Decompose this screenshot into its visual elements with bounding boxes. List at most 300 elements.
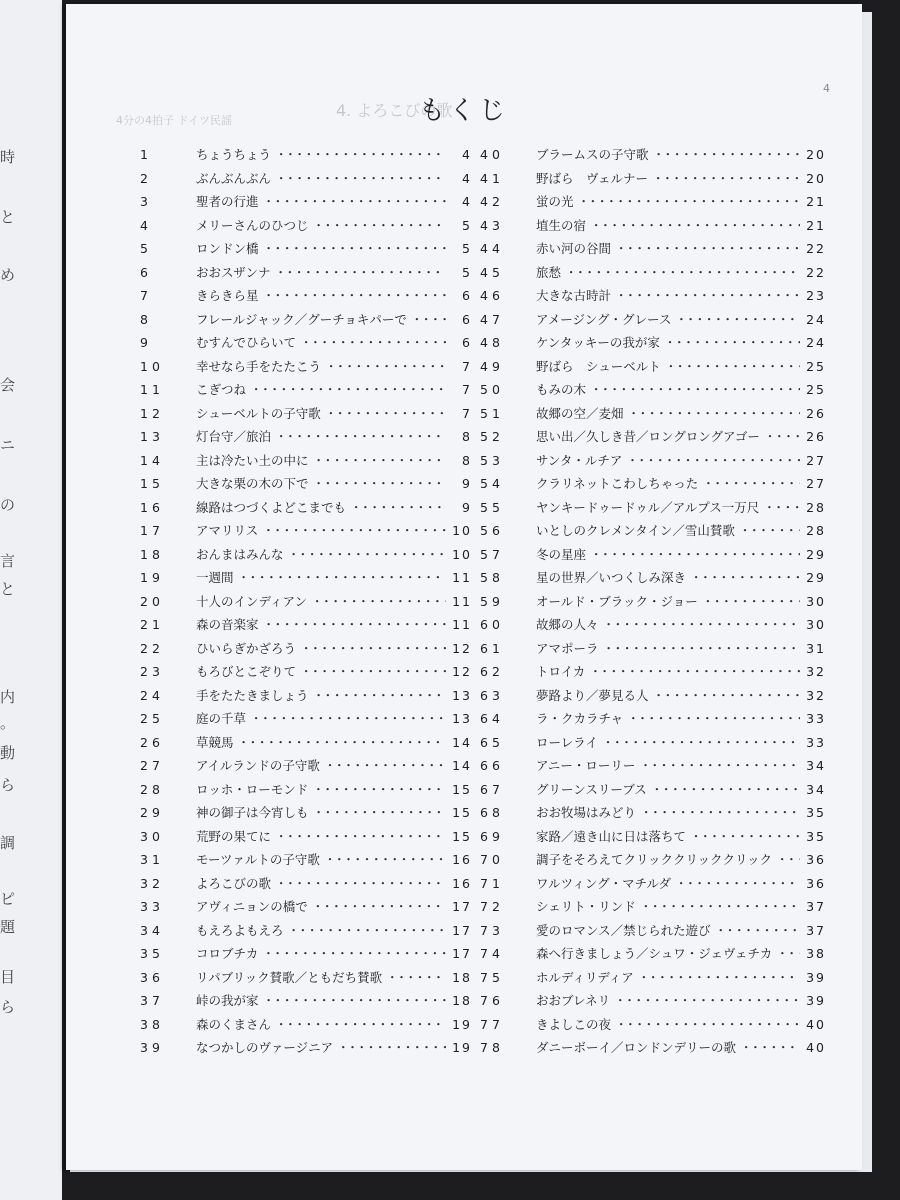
toc-entry (140, 613, 472, 637)
toc-entry-page: 6 (446, 331, 472, 355)
toc-entry-number: 57 (480, 546, 504, 562)
toc-entry (140, 425, 472, 449)
toc-entry-title: アメージング・グレース ･･････････････････････････････････････････････････････････････････ (536, 308, 800, 332)
toc-entry (140, 143, 472, 167)
toc-entry-title: ロッホ・ローモンド ･･････････････････････････････････････････････････････････････････ (196, 778, 446, 802)
toc-entry-page: 35 (800, 801, 826, 825)
toc-entry-number: 26 (140, 734, 164, 750)
toc-entry-page: 29 (800, 566, 826, 590)
toc-column-left (140, 143, 472, 1060)
toc-entry-page: 16 (446, 848, 472, 872)
toc-page (66, 4, 862, 1170)
toc-column-right (480, 143, 826, 1060)
toc-entry (480, 895, 826, 919)
left-page-char: 目 (0, 968, 16, 986)
toc-entry-title: 旅愁 ･･････････････････････････････････････････････････････････････････ (536, 261, 800, 285)
toc-entry (140, 778, 472, 802)
toc-entry-number: 20 (140, 593, 164, 609)
toc-entry (140, 848, 472, 872)
toc-entry-number: 73 (480, 922, 504, 938)
toc-entry-title: 冬の星座 ･･････････････････････････････････････････････････････････････････ (536, 543, 800, 567)
toc-entry-number: 59 (480, 593, 504, 609)
toc-entry-number: 29 (140, 805, 164, 820)
toc-entry-number: 55 (480, 499, 504, 515)
toc-entry-page: 4 (446, 190, 472, 214)
left-page-char: と (0, 208, 16, 226)
toc-entry-page: 10 (446, 519, 472, 543)
toc-entry (140, 378, 472, 402)
toc-entry-number: 37 (140, 993, 164, 1008)
left-page-char: ら (0, 998, 16, 1016)
toc-entry (140, 966, 472, 990)
toc-entry (140, 543, 472, 567)
toc-entry-title: ぶんぶんぶん ･･････････････････････････････････････････････････････････････････ (196, 167, 446, 191)
toc-entry-page: 8 (446, 449, 472, 473)
toc-entry-number: 33 (140, 899, 164, 914)
toc-entry-title: ブラームスの子守歌 ･･････････････････････････････････････････････････････････････････ (536, 143, 800, 167)
toc-entry (480, 801, 826, 825)
toc-entry-title: 調子をそろえてクリッククリッククリック ･･････････････････････････････････････････････････････････････････ (536, 848, 800, 872)
toc-entry-title: こぎつね ･･････････････････････････････････････････････････････････････････ (196, 378, 446, 402)
toc-entry-number: 77 (480, 1016, 504, 1032)
toc-entry-number: 62 (480, 664, 504, 679)
toc-entry-number: 17 (140, 523, 164, 538)
toc-entry-page: 22 (800, 237, 826, 261)
toc-entry (140, 801, 472, 825)
toc-entry-number: 72 (480, 899, 504, 914)
toc-entry-title: ひいらぎかざろう ･･････････････････････････････････････････････････････････････････ (196, 637, 446, 661)
toc-entry-title: ロンドン橋 ･･････････････････････････････････････････････････････････････････ (196, 237, 446, 261)
toc-entry-number: 8 (140, 311, 152, 327)
toc-entry-number: 45 (480, 264, 504, 280)
toc-entry-number: 32 (140, 875, 164, 891)
toc-entry (140, 1013, 472, 1037)
toc-entry (480, 707, 826, 731)
toc-entry-page: 34 (800, 778, 826, 802)
toc-entry (480, 778, 826, 802)
toc-entry-page: 20 (800, 143, 826, 167)
toc-entry-title: 星の世界／いつくしみ深き ･･････････････････････････････････････････････････････････････････ (536, 566, 800, 590)
toc-entry-page: 18 (446, 966, 472, 990)
toc-entry-title: 峠の我が家 ･･････････････････････････････････････････････････････････････････ (196, 989, 446, 1013)
toc-entry-page: 7 (446, 355, 472, 379)
toc-entry-page: 33 (800, 731, 826, 755)
toc-entry-page: 13 (446, 684, 472, 708)
toc-entry (480, 872, 826, 896)
toc-entry (140, 449, 472, 473)
toc-entry-title: 手をたたきましょう ･･････････････････････････････････････････････････････････････････ (196, 684, 446, 708)
corner-page-mark: 4 (823, 82, 830, 95)
toc-entry-number: 13 (140, 429, 164, 444)
toc-entry-page: 27 (800, 449, 826, 473)
toc-entry-page: 4 (446, 167, 472, 191)
toc-entry (140, 731, 472, 755)
toc-entry-page: 36 (800, 848, 826, 872)
toc-entry-page: 9 (446, 496, 472, 520)
toc-entry-number: 2 (140, 170, 152, 186)
toc-entry-number: 23 (140, 664, 164, 679)
toc-entry-number: 76 (480, 993, 504, 1008)
toc-entry-page: 18 (446, 989, 472, 1013)
toc-entry-title: むすんでひらいて ･･････････････････････････････････････････････････････････････････ (196, 331, 446, 355)
toc-entry-title: 幸せなら手をたたこう ･･････････････････････････････････････････････････････････････････ (196, 355, 446, 379)
left-page-char: 。 (0, 714, 16, 732)
toc-entry (480, 566, 826, 590)
toc-entry-title: 家路／遠き山に日は落ちて ･･････････････････････････････････････････････････････････････････ (536, 825, 800, 849)
toc-entry-number: 25 (140, 711, 164, 726)
toc-entry (140, 989, 472, 1013)
toc-entry-title: おおスザンナ ･･････････････････････････････････････････････････････････････････ (196, 261, 446, 285)
toc-entry-page: 12 (446, 637, 472, 661)
toc-entry-number: 22 (140, 640, 164, 656)
toc-entry-title: シェリト・リンド ･･････････････････････････････････････････････････････････････････ (536, 895, 800, 919)
toc-entry-number: 9 (140, 335, 152, 350)
toc-entry (480, 214, 826, 238)
toc-entry (140, 1036, 472, 1060)
toc-entry-page: 30 (800, 613, 826, 637)
toc-entry-title: 野ばら シューベルト ･･････････････････････････････････････････････････････････････････ (536, 355, 800, 379)
toc-entry-title: 線路はつづくよどこまでも ･･････････････････････････････････････････････････････････････････ (196, 496, 446, 520)
toc-entry (140, 637, 472, 661)
toc-entry-number: 10 (140, 358, 164, 374)
toc-entry (480, 472, 826, 496)
left-page-char: め (0, 266, 16, 284)
toc-entry (480, 942, 826, 966)
toc-entry-page: 11 (446, 613, 472, 637)
toc-entry-page: 11 (446, 566, 472, 590)
toc-entry-number: 51 (480, 405, 504, 421)
toc-entry-number: 54 (480, 476, 504, 491)
toc-entry-page: 28 (800, 519, 826, 543)
left-page-char: の (0, 496, 16, 514)
toc-entry-title: おおブレネリ ･･････････････････････････････････････････････････････････････････ (536, 989, 800, 1013)
toc-entry-title: 十人のインディアン ･･････････････････････････････････････････････････････････････････ (196, 590, 446, 614)
toc-entry (140, 167, 472, 191)
toc-entry-number: 34 (140, 922, 164, 938)
toc-entry (480, 284, 826, 308)
toc-entry-page: 22 (800, 261, 826, 285)
toc-entry-number: 74 (480, 946, 504, 961)
toc-entry (480, 613, 826, 637)
toc-entry-page: 4 (446, 143, 472, 167)
toc-entry-number: 14 (140, 452, 164, 468)
toc-entry-title: おんまはみんな ･･････････････････････････････････････････････････････････････････ (196, 543, 446, 567)
toc-entry-page: 37 (800, 895, 826, 919)
toc-entry-page: 31 (800, 637, 826, 661)
bleed-through-heading: 4. よろこびの歌 (336, 101, 453, 120)
toc-entry-page: 32 (800, 660, 826, 684)
left-page-char: と (0, 580, 16, 598)
toc-entry-number: 78 (480, 1040, 504, 1055)
toc-entry (480, 378, 826, 402)
toc-entry-title: 庭の千草 ･･････････････････････････････････････････････････････････････････ (196, 707, 446, 731)
toc-entry-number: 49 (480, 358, 504, 374)
toc-entry-number: 56 (480, 523, 504, 538)
toc-entry-title: 野ばら ヴェルナー ･･････････････････････････････････････････････････････････････････ (536, 167, 800, 191)
toc-entry-number: 52 (480, 429, 504, 444)
toc-entry-page: 24 (800, 308, 826, 332)
toc-entry (140, 472, 472, 496)
toc-entry-number: 48 (480, 335, 504, 350)
toc-entry (140, 590, 472, 614)
toc-entry (480, 355, 826, 379)
toc-entry-title: シューベルトの子守歌 ･･････････････････････････････････････････････････････････････････ (196, 402, 446, 426)
toc-entry-number: 24 (140, 687, 164, 703)
toc-entry (480, 1036, 826, 1060)
toc-entry-title: 故郷の人々 ･･････････････････････････････････････････････････････････････････ (536, 613, 800, 637)
toc-entry-title: 森の音楽家 ･･････････････････････････････････････････････････････････････････ (196, 613, 446, 637)
toc-entry (480, 331, 826, 355)
left-page-char: 会 (0, 376, 16, 394)
toc-entry-title: きよしこの夜 ･･････････････････････････････････････････････････････････････････ (536, 1013, 800, 1037)
toc-entry-number: 35 (140, 946, 164, 961)
toc-entry (480, 496, 826, 520)
toc-entry-page: 23 (800, 284, 826, 308)
toc-entry (480, 989, 826, 1013)
left-page-char: ら (0, 776, 16, 794)
toc-entry-title: ケンタッキーの我が家 ･･････････････････････････････････････････････････････････････････ (536, 331, 800, 355)
left-page-char: 内 (0, 688, 16, 706)
toc-entry-page: 25 (800, 378, 826, 402)
toc-entry-title: トロイカ ･･････････････････････････････････････････････････････････････････ (536, 660, 800, 684)
toc-entry (480, 402, 826, 426)
toc-entry (140, 237, 472, 261)
toc-entry-number: 30 (140, 828, 164, 844)
toc-entry (140, 331, 472, 355)
toc-entry-title: ダニーボーイ／ロンドンデリーの歌 ･･････････････････････････････････････････････････････････････････ (536, 1036, 800, 1060)
toc-entry-page: 7 (446, 402, 472, 426)
toc-entry-page: 35 (800, 825, 826, 849)
toc-entry-title: ラ・クカラチャ ･･････････････････････････････････････････････････････････････････ (536, 707, 800, 731)
toc-entry (480, 966, 826, 990)
toc-entry (140, 519, 472, 543)
toc-entry (140, 754, 472, 778)
toc-entry-page: 8 (446, 425, 472, 449)
toc-entry-page: 40 (800, 1013, 826, 1037)
toc-entry (480, 590, 826, 614)
toc-entry-title: 森へ行きましょう／シュワ・ジェヴェチカ ･･････････････････････････････････････････････････････････････････ (536, 942, 800, 966)
toc-entry (140, 261, 472, 285)
toc-entry-title: 森のくまさん ･･････････････････････････････････････････････････････････････････ (196, 1013, 446, 1037)
toc-entry-title: アイルランドの子守歌 ･･････････････････････････････････････････････････････････････････ (196, 754, 446, 778)
toc-entry-page: 21 (800, 214, 826, 238)
toc-entry-title: きらきら星 ･･････････････････････････････････････････････････････････････････ (196, 284, 446, 308)
toc-entry-page: 39 (800, 989, 826, 1013)
toc-entry-number: 7 (140, 288, 152, 303)
toc-entry-number: 65 (480, 734, 504, 750)
toc-entry (140, 684, 472, 708)
toc-entry-number: 42 (480, 194, 504, 209)
toc-entry-number: 66 (480, 758, 504, 773)
toc-entry-number: 19 (140, 570, 164, 585)
toc-entry-page: 5 (446, 214, 472, 238)
toc-entry (480, 449, 826, 473)
toc-entry-page: 24 (800, 331, 826, 355)
toc-entry-page: 9 (446, 472, 472, 496)
toc-entry-number: 6 (140, 264, 152, 280)
toc-entry-page: 37 (800, 919, 826, 943)
toc-entry-title: オールド・ブラック・ジョー ･･････････････････････････････････････････････････････････････････ (536, 590, 800, 614)
toc-entry-page: 14 (446, 754, 472, 778)
toc-entry-page: 29 (800, 543, 826, 567)
toc-entry-number: 50 (480, 382, 504, 397)
toc-entry-page: 40 (800, 1036, 826, 1060)
toc-entry-page: 17 (446, 942, 472, 966)
toc-entry-number: 63 (480, 687, 504, 703)
toc-entry-title: フレールジャック／グーチョキパーで ･･････････････････････････････････････････････････････････････････ (196, 308, 446, 332)
toc-entry-page: 5 (446, 237, 472, 261)
toc-entry-page: 15 (446, 778, 472, 802)
toc-entry-title: アニー・ローリー ･･････････････････････････････････････････････････････････････････ (536, 754, 800, 778)
toc-entry-page: 17 (446, 895, 472, 919)
toc-entry-page: 5 (446, 261, 472, 285)
toc-entry-title: 大きな古時計 ･･････････････････････････････････････････････････････････････････ (536, 284, 800, 308)
toc-entry-number: 12 (140, 405, 164, 421)
toc-entry-page: 36 (800, 872, 826, 896)
toc-entry-title: リパブリック賛歌／ともだち賛歌 ･･････････････････････････････････････････････････････････････････ (196, 966, 446, 990)
toc-entry-number: 47 (480, 311, 504, 327)
toc-entry-page: 6 (446, 284, 472, 308)
toc-entry-page: 15 (446, 825, 472, 849)
toc-entry (480, 637, 826, 661)
toc-entry (480, 660, 826, 684)
toc-entry (140, 895, 472, 919)
toc-entry-number: 28 (140, 781, 164, 797)
toc-entry-number: 69 (480, 828, 504, 844)
toc-entry (140, 190, 472, 214)
toc-entry (140, 402, 472, 426)
toc-entry-title: 神の御子は今宵しも ･･････････････････････････････････････････････････････････････････ (196, 801, 446, 825)
toc-entry (140, 919, 472, 943)
toc-entry-number: 60 (480, 617, 504, 632)
toc-entry-page: 26 (800, 402, 826, 426)
bleed-through-subheading: 4分の4拍子 ドイツ民謡 (116, 114, 232, 127)
toc-entry (480, 731, 826, 755)
toc-entry-number: 21 (140, 617, 164, 632)
toc-entry (140, 308, 472, 332)
toc-entry-title: ちょうちょう ･･････････････････････････････････････････････････････････････････ (196, 143, 446, 167)
toc-entry (480, 684, 826, 708)
toc-entry (140, 825, 472, 849)
toc-entry (480, 190, 826, 214)
toc-entry-title: アヴィニョンの橋で ･･････････････････････････････････････････････････････････････････ (196, 895, 446, 919)
toc-entry-title: グリーンスリーブス ･･････････････････････････････････････････････････････････････････ (536, 778, 800, 802)
toc-entry-page: 28 (800, 496, 826, 520)
toc-entry-title: サンタ・ルチア ･･････････････････････････････････････････････････････････････････ (536, 449, 800, 473)
toc-entry (480, 519, 826, 543)
toc-entry-number: 67 (480, 781, 504, 797)
toc-entry-title: 蛍の光 ･･････････････････････････････････････････････････････････････････ (536, 190, 800, 214)
toc-entry-number: 39 (140, 1040, 164, 1055)
toc-entry-number: 1 (140, 147, 152, 162)
left-page-char: 言 (0, 552, 16, 570)
toc-entry-number: 68 (480, 805, 504, 820)
toc-entry-title: ヤンキードゥードゥル／アルプス一万尺 ･･････････････････････････････････････････････････････････････････ (536, 496, 800, 520)
toc-entry-title: よろこびの歌 ･･････････････････････････････････････････････････････････････････ (196, 872, 446, 896)
toc-entry-title: アマリリス ･･････････････････････････････････････････････････････････････････ (196, 519, 446, 543)
toc-entry-page: 27 (800, 472, 826, 496)
toc-entry-title: クラリネットこわしちゃった ･･････････････････････････････････････････････････････････････････ (536, 472, 800, 496)
left-page-char: 動 (0, 744, 16, 762)
toc-entry-page: 39 (800, 966, 826, 990)
toc-entry-number: 61 (480, 640, 504, 656)
toc-entry-page: 15 (446, 801, 472, 825)
toc-entry (140, 566, 472, 590)
toc-entry-number: 58 (480, 570, 504, 585)
toc-entry (480, 143, 826, 167)
toc-entry-title: もろびとこぞりて ･･････････････････････････････････････････････････････････････････ (196, 660, 446, 684)
toc-entry (480, 425, 826, 449)
toc-entry-number: 36 (140, 969, 164, 985)
toc-entry-title: 故郷の空／麦畑 ･･････････････････････････････････････････････････････････････････ (536, 402, 800, 426)
toc-entry (480, 237, 826, 261)
page-title: もくじ (418, 96, 509, 126)
toc-entry-number: 44 (480, 241, 504, 256)
toc-entry-title: 草競馬 ･･････････････････････････････････････････････････････････････････ (196, 731, 446, 755)
toc-entry-title: 一週間 ･･････････････････････････････････････････････････････････････････ (196, 566, 446, 590)
toc-entry-page: 25 (800, 355, 826, 379)
toc-entry-number: 18 (140, 546, 164, 562)
toc-entry-title: 主は冷たい土の中に ･･････････････････････････････････････････････････････････････････ (196, 449, 446, 473)
toc-entry-page: 12 (446, 660, 472, 684)
toc-entry (140, 872, 472, 896)
toc-entry-title: ローレライ ･･････････････････････････････････････････････････････････････････ (536, 731, 800, 755)
toc-entry-page: 32 (800, 684, 826, 708)
toc-entry-page: 6 (446, 308, 472, 332)
toc-entry (140, 942, 472, 966)
toc-entry-title: 思い出／久しき昔／ロングロングアゴー ･･････････････････････････････････････････････････････････････････ (536, 425, 800, 449)
toc-entry-page: 14 (446, 731, 472, 755)
toc-entry-page: 33 (800, 707, 826, 731)
left-page-char: 調 (0, 834, 16, 852)
toc-entry-number: 40 (480, 147, 504, 162)
toc-entry-title: 灯台守／旅泊 ･･････････････････････････････････････････････････････････････････ (196, 425, 446, 449)
toc-entry-title: ホルディリディア ･･････････････････････････････････････････････････････････････････ (536, 966, 800, 990)
toc-entry-title: 埴生の宿 ･･････････････････････････････････････････････････････････････････ (536, 214, 800, 238)
toc-entry-title: もみの木 ･･････････････････････････････････････････････････････････････････ (536, 378, 800, 402)
toc-entry-number: 11 (140, 382, 164, 397)
toc-entry-title: 愛のロマンス／禁じられた遊び ･･････････････････････････････････････････････････････････････････ (536, 919, 800, 943)
toc-entry-page: 20 (800, 167, 826, 191)
toc-entry-title: 大きな栗の木の下で ･･････････････････････････････････････････････････････････････････ (196, 472, 446, 496)
toc-entry (140, 214, 472, 238)
toc-entry (140, 707, 472, 731)
toc-entry-page: 11 (446, 590, 472, 614)
toc-entry-title: 赤い河の谷間 ･･････････････････････････････････････････････････････････････････ (536, 237, 800, 261)
toc-entry-title: ワルツィング・マチルダ ･･････････････････････････････････････････････････････････････････ (536, 872, 800, 896)
left-page-char: 題 (0, 918, 16, 936)
toc-entry-number: 27 (140, 758, 164, 773)
toc-entry-title: アマポーラ ･･････････････････････････････････････････････････････････････････ (536, 637, 800, 661)
toc-entry-page: 38 (800, 942, 826, 966)
toc-entry (480, 919, 826, 943)
toc-entry-page: 16 (446, 872, 472, 896)
toc-entry (480, 1013, 826, 1037)
toc-entry-title: 荒野の果てに ･･････････････････････････････････････････････････････････････････ (196, 825, 446, 849)
left-page-char: ピ (0, 890, 16, 908)
toc-entry-number: 38 (140, 1016, 164, 1032)
toc-entry-page: 21 (800, 190, 826, 214)
toc-entry-page: 17 (446, 919, 472, 943)
toc-entry-number: 71 (480, 875, 504, 891)
toc-entry-number: 64 (480, 711, 504, 726)
toc-entry-number: 16 (140, 499, 164, 515)
left-page-char: ニ (0, 436, 16, 454)
toc-entry (480, 308, 826, 332)
toc-entry-number: 15 (140, 476, 164, 491)
toc-entry-title: おお牧場はみどり ･･････････････････････････････････････････････････････････････････ (536, 801, 800, 825)
toc-entry-page: 10 (446, 543, 472, 567)
